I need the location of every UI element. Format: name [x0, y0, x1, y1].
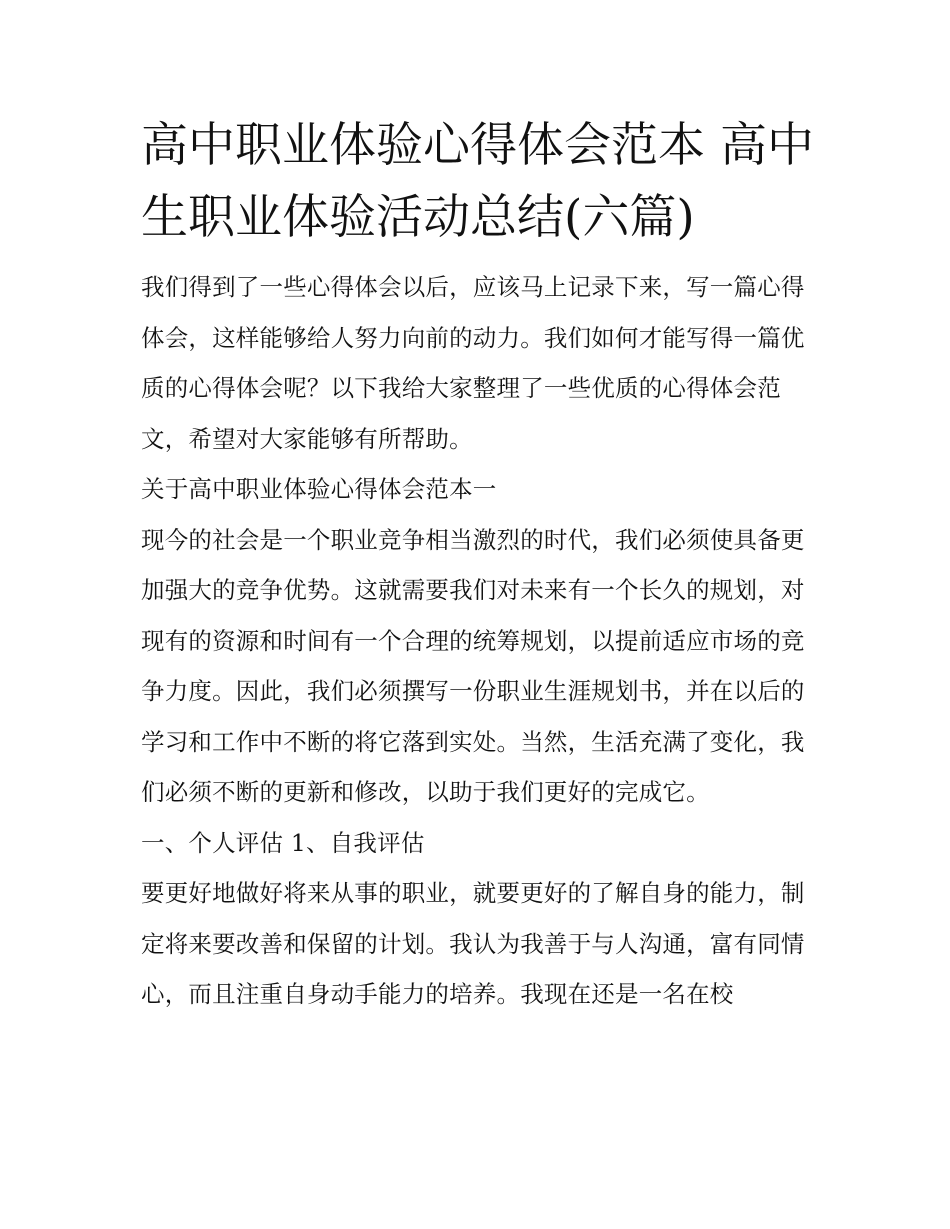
body-paragraph-1: 现今的社会是一个职业竞争相当激烈的时代，我们必须使具备更加强大的竞争优势。这就需要我们对未来有一个长久的规划，对现有的资源和时间有一个合理的统筹规划，以提前适应市场的竞争力度。因此，我们必须撰写一份职业生涯规划书，并在以后的学习和工作中不断的将它落到实处。当然，生活充满了变化，我们必须不断的更新和修改，以助于我们更好的完成它。 [141, 525, 805, 806]
section-heading: 关于高中职业体验心得体会范本一 [141, 475, 497, 503]
document-title: 高中职业体验心得体会范本 高中生职业体验活动总结(六篇) [141, 118, 814, 245]
intro-paragraph: 我们得到了一些心得体会以后，应该马上记录下来，写一篇心得体会，这样能够给人努力向前的动力。我们如何才能写得一篇优质的心得体会呢？以下我给大家整理了一些优质的心得体会范文，希望对大家能够有所帮助。 [141, 273, 805, 453]
document-body [141, 110, 821, 1020]
body-paragraph-2: 要更好地做好将来从事的职业，就要更好的了解自身的能力，制定将来要改善和保留的计划。我认为我善于与人沟通，富有同情心，而且注重自身动手能力的培养。我现在还是一名在校 [141, 879, 805, 1008]
subsection-heading: 一、个人评估 1、自我评估 [141, 828, 425, 857]
